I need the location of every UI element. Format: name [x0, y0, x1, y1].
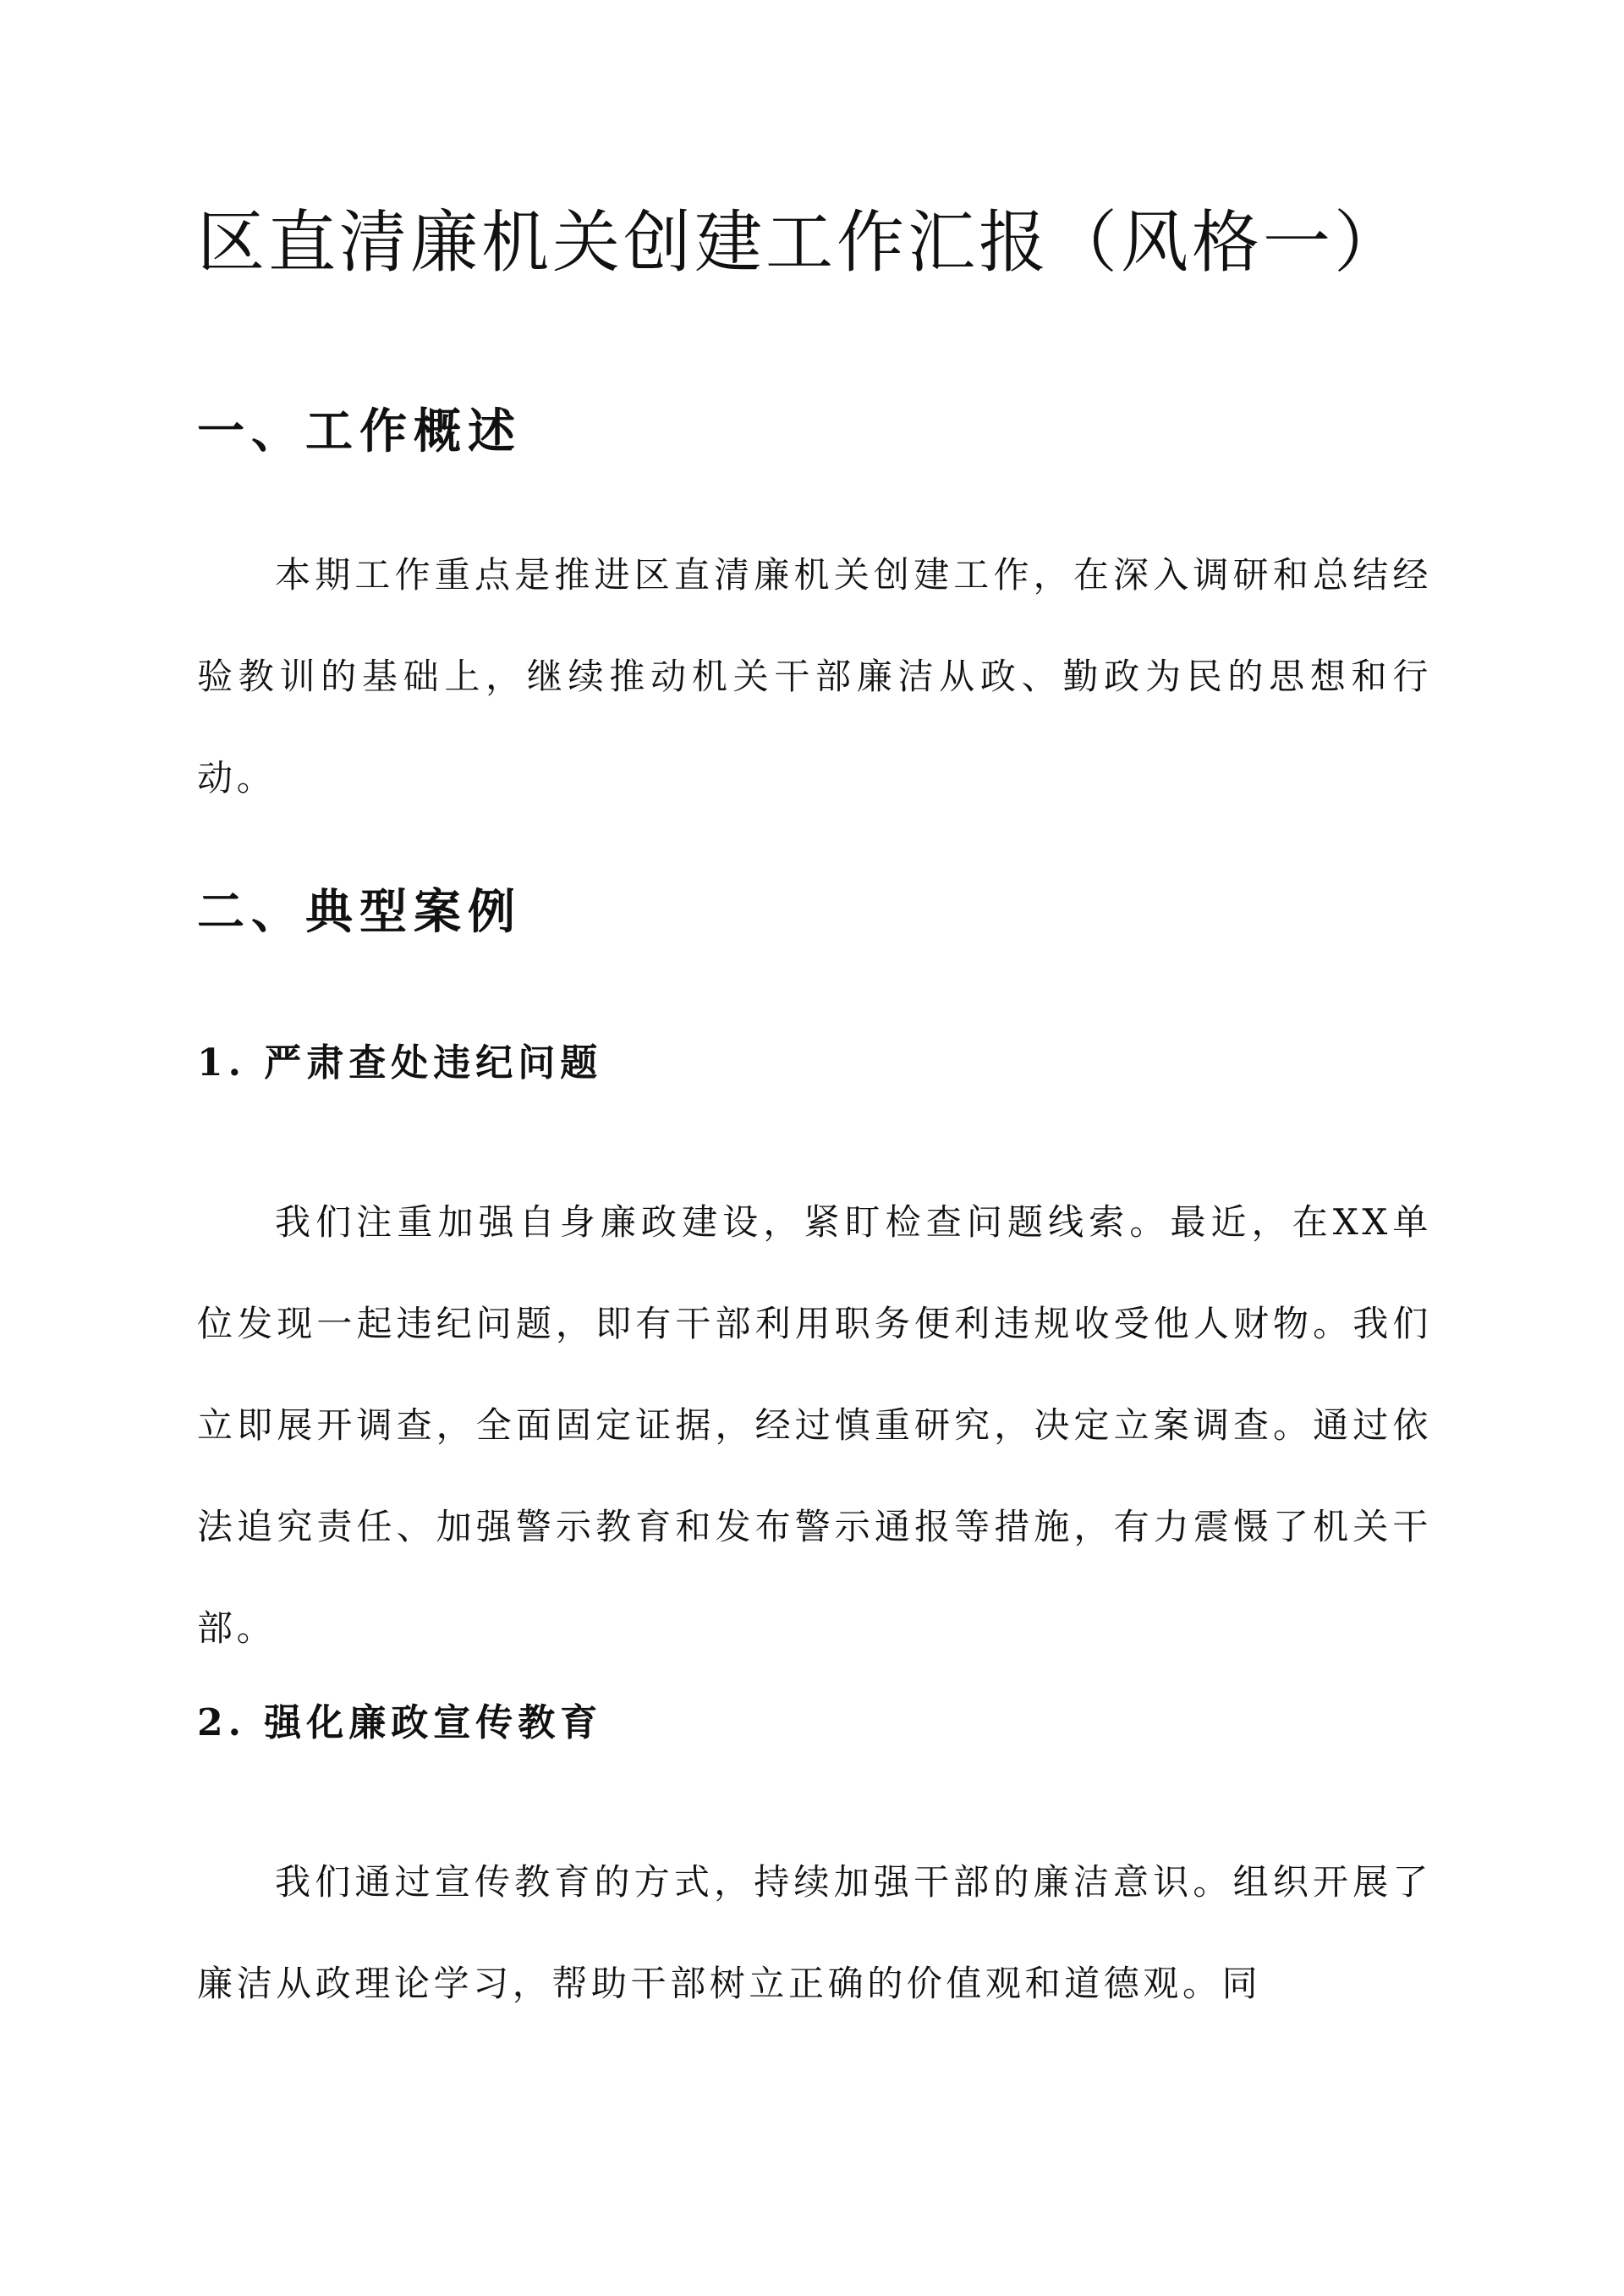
subsection-heading-education: 2. 强化廉政宣传教育: [197, 1701, 603, 1744]
paragraph-discipline: 我们注重加强自身廉政建设，紧盯检查问题线索。最近，在XX单位发现一起违纪问题，即有干部利用职务便利违规收受他人财物。我们立即展开调查，全面固定证据，经过慎重研究，决定立案调查。通过依法追究责任、加强警示教育和发布警示通报等措施，有力震慑了机关干部。: [197, 1201, 1432, 1649]
section-heading-overview: 一、工作概述: [197, 404, 522, 459]
paragraph-education: 我们通过宣传教育的方式，持续加强干部的廉洁意识。组织开展了廉洁从政理论学习，帮助干部树立正确的价值观和道德观。同: [197, 1861, 1432, 2004]
section-heading-cases: 二、典型案例: [197, 884, 522, 940]
paragraph-overview: 本期工作重点是推进区直清廉机关创建工作，在深入调研和总结经验教训的基础上，继续推动机关干部廉洁从政、勤政为民的思想和行动。: [197, 554, 1432, 799]
document-title: 区直清廉机关创建工作汇报（风格一）: [197, 203, 1405, 282]
subsection-heading-discipline: 1. 严肃查处违纪问题: [197, 1041, 603, 1085]
